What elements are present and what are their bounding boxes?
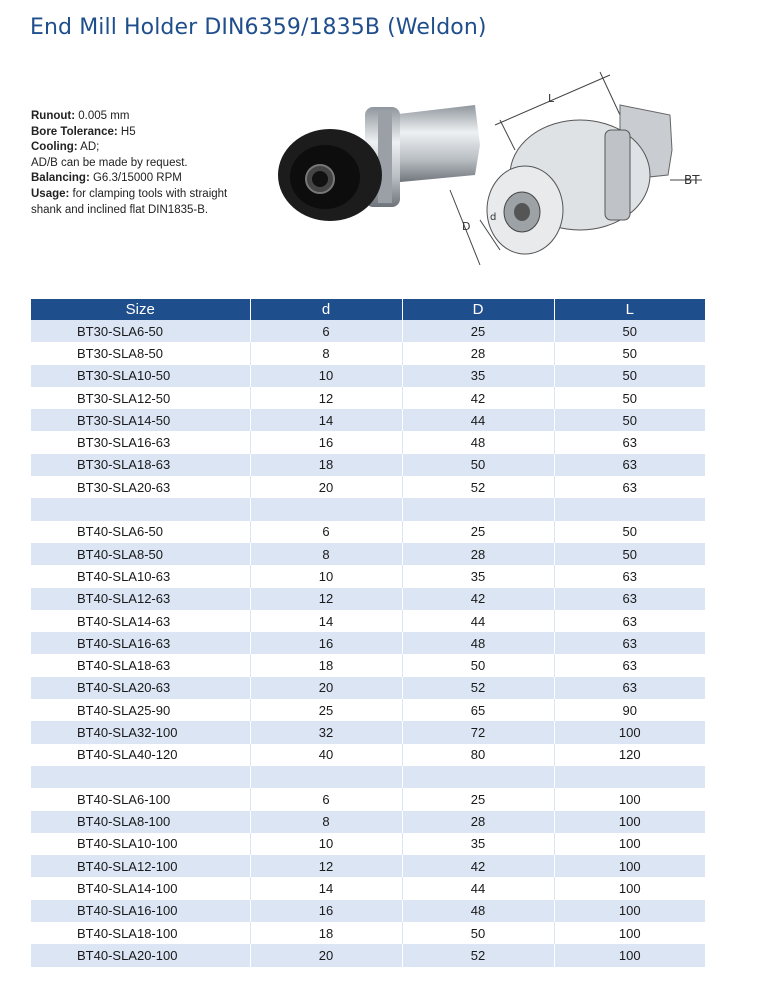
cell-L: 100 bbox=[554, 855, 705, 877]
table-header-row bbox=[31, 299, 705, 320]
cell-L: 90 bbox=[554, 699, 705, 721]
cell-size: BT40-SLA16-100 bbox=[31, 900, 250, 922]
cell-d: 10 bbox=[250, 365, 402, 387]
cell-d bbox=[250, 498, 402, 520]
cell-L: 63 bbox=[554, 565, 705, 587]
cell-L: 63 bbox=[554, 588, 705, 610]
table-row bbox=[31, 588, 705, 610]
cell-size: BT40-SLA8-50 bbox=[31, 543, 250, 565]
spec-list bbox=[31, 109, 227, 218]
cell-size: BT40-SLA20-63 bbox=[31, 677, 250, 699]
cell-d: 6 bbox=[250, 521, 402, 543]
cell-L bbox=[554, 498, 705, 520]
spec-cooling-note: AD/B can be made by request. bbox=[31, 156, 188, 169]
table-row bbox=[31, 677, 705, 699]
cell-D: 28 bbox=[402, 342, 554, 364]
cell-size: BT40-SLA6-100 bbox=[31, 788, 250, 810]
cell-D bbox=[402, 498, 554, 520]
cell-L: 50 bbox=[554, 409, 705, 431]
cell-d: 20 bbox=[250, 944, 402, 966]
cell-L: 100 bbox=[554, 877, 705, 899]
table-row bbox=[31, 476, 705, 498]
cell-L: 50 bbox=[554, 320, 705, 342]
table-row bbox=[31, 922, 705, 944]
cell-size: BT40-SLA40-120 bbox=[31, 744, 250, 766]
cell-L bbox=[554, 766, 705, 788]
label-D: D bbox=[462, 220, 471, 233]
cell-size: BT40-SLA14-100 bbox=[31, 877, 250, 899]
cell-L: 100 bbox=[554, 922, 705, 944]
cell-D: 25 bbox=[402, 320, 554, 342]
cell-d: 6 bbox=[250, 788, 402, 810]
cell-D: 35 bbox=[402, 833, 554, 855]
cell-d: 8 bbox=[250, 342, 402, 364]
cell-size bbox=[31, 766, 250, 788]
cell-L: 63 bbox=[554, 610, 705, 632]
table-row bbox=[31, 855, 705, 877]
cell-L: 63 bbox=[554, 431, 705, 453]
cell-size: BT40-SLA14-63 bbox=[31, 610, 250, 632]
cell-size: BT30-SLA8-50 bbox=[31, 342, 250, 364]
cell-D: 44 bbox=[402, 409, 554, 431]
cell-size: BT40-SLA12-63 bbox=[31, 588, 250, 610]
header-D: D bbox=[402, 299, 554, 320]
label-L: L bbox=[548, 92, 555, 105]
cell-D: 44 bbox=[402, 877, 554, 899]
cell-d: 20 bbox=[250, 677, 402, 699]
cell-d: 12 bbox=[250, 387, 402, 409]
cell-D: 25 bbox=[402, 788, 554, 810]
cell-D: 28 bbox=[402, 543, 554, 565]
cell-L: 100 bbox=[554, 721, 705, 743]
cell-size: BT40-SLA18-63 bbox=[31, 654, 250, 676]
cell-D: 35 bbox=[402, 365, 554, 387]
cell-d: 18 bbox=[250, 922, 402, 944]
table-row bbox=[31, 543, 705, 565]
table-row bbox=[31, 610, 705, 632]
cell-L: 50 bbox=[554, 365, 705, 387]
cell-d: 18 bbox=[250, 454, 402, 476]
cell-L: 63 bbox=[554, 454, 705, 476]
table-row bbox=[31, 431, 705, 453]
cell-d: 14 bbox=[250, 409, 402, 431]
cell-L: 120 bbox=[554, 744, 705, 766]
cell-D: 44 bbox=[402, 610, 554, 632]
cell-d: 20 bbox=[250, 476, 402, 498]
cell-size: BT40-SLA16-63 bbox=[31, 632, 250, 654]
cell-size: BT40-SLA10-100 bbox=[31, 833, 250, 855]
cell-D: 50 bbox=[402, 922, 554, 944]
table-row bbox=[31, 320, 705, 342]
table-row bbox=[31, 632, 705, 654]
spec-balancing: Balancing: G6.3/15000 RPM bbox=[31, 172, 182, 185]
table-row bbox=[31, 699, 705, 721]
spec-usage: Usage: for clamping tools with straight bbox=[31, 187, 228, 200]
table-row bbox=[31, 877, 705, 899]
cell-d bbox=[250, 766, 402, 788]
holder-dimension-drawing bbox=[440, 70, 740, 280]
cell-size: BT40-SLA8-100 bbox=[31, 811, 250, 833]
cell-d: 18 bbox=[250, 654, 402, 676]
cell-D: 72 bbox=[402, 721, 554, 743]
cell-L: 63 bbox=[554, 632, 705, 654]
table-row bbox=[31, 521, 705, 543]
cell-d: 40 bbox=[250, 744, 402, 766]
table-row bbox=[31, 565, 705, 587]
cell-d: 16 bbox=[250, 632, 402, 654]
header-L: L bbox=[554, 299, 705, 320]
table-row bbox=[31, 387, 705, 409]
cell-d: 14 bbox=[250, 877, 402, 899]
cell-L: 100 bbox=[554, 833, 705, 855]
table-row bbox=[31, 454, 705, 476]
cell-size: BT30-SLA12-50 bbox=[31, 387, 250, 409]
table-row bbox=[31, 721, 705, 743]
cell-size: BT30-SLA6-50 bbox=[31, 320, 250, 342]
cell-d: 8 bbox=[250, 811, 402, 833]
cell-size: BT40-SLA10-63 bbox=[31, 565, 250, 587]
cell-D: 48 bbox=[402, 632, 554, 654]
spec-runout: Runout: 0.005 mm bbox=[31, 110, 130, 122]
header-d: d bbox=[250, 299, 402, 320]
spec-table bbox=[31, 299, 705, 967]
cell-size: BT40-SLA12-100 bbox=[31, 855, 250, 877]
cell-size: BT40-SLA32-100 bbox=[31, 721, 250, 743]
cell-D: 25 bbox=[402, 521, 554, 543]
cell-D: 35 bbox=[402, 565, 554, 587]
header-size: Size bbox=[31, 299, 250, 320]
cell-D: 65 bbox=[402, 699, 554, 721]
cell-d: 6 bbox=[250, 320, 402, 342]
cell-size: BT30-SLA16-63 bbox=[31, 431, 250, 453]
table-row bbox=[31, 365, 705, 387]
cell-d: 8 bbox=[250, 543, 402, 565]
cell-D: 28 bbox=[402, 811, 554, 833]
cell-d: 25 bbox=[250, 699, 402, 721]
cell-size: BT30-SLA10-50 bbox=[31, 365, 250, 387]
spec-usage-continued: shank and inclined flat DIN1835-B. bbox=[31, 203, 209, 216]
spec-bore-tolerance: Bore Tolerance: H5 bbox=[31, 125, 136, 138]
spec-cooling: Cooling: AD; bbox=[31, 141, 100, 154]
cell-L: 50 bbox=[554, 521, 705, 543]
table-row bbox=[31, 833, 705, 855]
table-row bbox=[31, 744, 705, 766]
cell-size bbox=[31, 498, 250, 520]
table-row bbox=[31, 788, 705, 810]
cell-L: 63 bbox=[554, 654, 705, 676]
cell-L: 100 bbox=[554, 900, 705, 922]
cell-d: 14 bbox=[250, 610, 402, 632]
cell-d: 10 bbox=[250, 565, 402, 587]
label-BT: BT bbox=[684, 173, 700, 187]
table-row bbox=[31, 498, 705, 520]
table-row bbox=[31, 944, 705, 966]
cell-D: 48 bbox=[402, 431, 554, 453]
cell-D: 42 bbox=[402, 855, 554, 877]
cell-d: 16 bbox=[250, 900, 402, 922]
cell-size: BT30-SLA20-63 bbox=[31, 476, 250, 498]
cell-size: BT40-SLA25-90 bbox=[31, 699, 250, 721]
cell-size: BT40-SLA6-50 bbox=[31, 521, 250, 543]
cell-size: BT30-SLA18-63 bbox=[31, 454, 250, 476]
cell-D: 42 bbox=[402, 387, 554, 409]
cell-size: BT40-SLA20-100 bbox=[31, 944, 250, 966]
cell-L: 63 bbox=[554, 476, 705, 498]
table-row bbox=[31, 900, 705, 922]
table-row bbox=[31, 811, 705, 833]
label-d: d bbox=[490, 212, 497, 223]
cell-D: 48 bbox=[402, 900, 554, 922]
cell-D bbox=[402, 766, 554, 788]
cell-D: 52 bbox=[402, 476, 554, 498]
cell-L: 100 bbox=[554, 811, 705, 833]
cell-L: 100 bbox=[554, 944, 705, 966]
page-title: End Mill Holder DIN6359/1835B (Weldon) bbox=[30, 15, 487, 40]
cell-d: 16 bbox=[250, 431, 402, 453]
cell-L: 63 bbox=[554, 677, 705, 699]
cell-D: 50 bbox=[402, 654, 554, 676]
cell-d: 12 bbox=[250, 588, 402, 610]
cell-L: 50 bbox=[554, 342, 705, 364]
cell-d: 32 bbox=[250, 721, 402, 743]
cell-L: 50 bbox=[554, 387, 705, 409]
cell-D: 80 bbox=[402, 744, 554, 766]
table-row bbox=[31, 342, 705, 364]
cell-size: BT40-SLA18-100 bbox=[31, 922, 250, 944]
cell-d: 12 bbox=[250, 855, 402, 877]
cell-d: 10 bbox=[250, 833, 402, 855]
cell-size: BT30-SLA14-50 bbox=[31, 409, 250, 431]
table-row bbox=[31, 654, 705, 676]
cell-D: 52 bbox=[402, 677, 554, 699]
cell-L: 100 bbox=[554, 788, 705, 810]
cell-D: 42 bbox=[402, 588, 554, 610]
cell-L: 50 bbox=[554, 543, 705, 565]
table-row bbox=[31, 766, 705, 788]
cell-D: 52 bbox=[402, 944, 554, 966]
table-row bbox=[31, 409, 705, 431]
cell-D: 50 bbox=[402, 454, 554, 476]
